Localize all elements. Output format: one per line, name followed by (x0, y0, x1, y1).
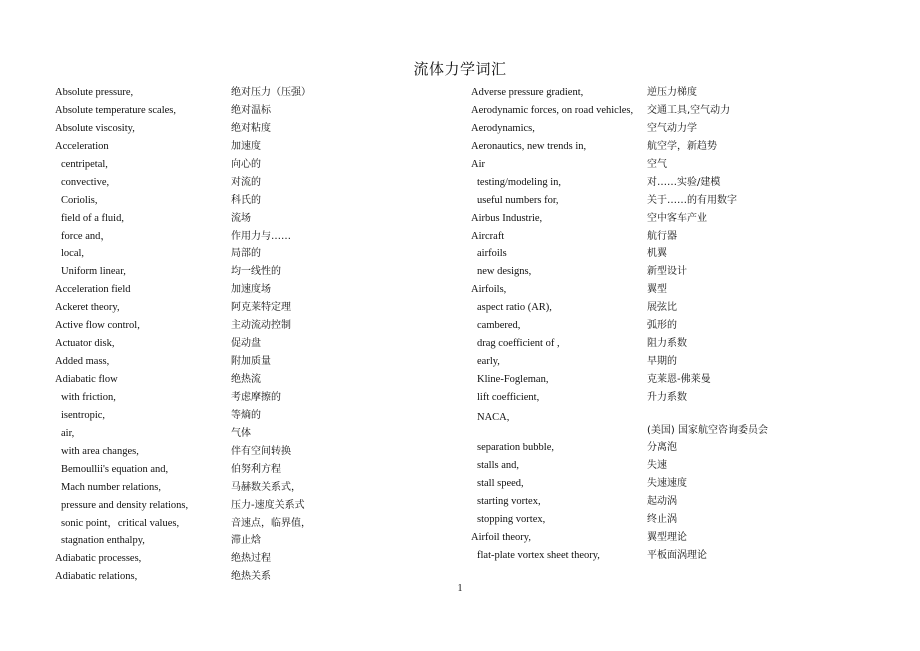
chinese-translation: 作用力与…… (231, 230, 291, 242)
chinese-translation: 绝对压力（压强） (231, 87, 311, 98)
chinese-translation: 空中客车产业 (647, 212, 707, 224)
english-term: pressure and density relations, (61, 499, 189, 511)
chinese-translation: 终止涡 (647, 513, 677, 525)
chinese-translation: (美国) 国家航空咨询委员会 (647, 424, 768, 436)
english-term: early, (477, 356, 500, 368)
chinese-translation: 滞止焓 (231, 535, 261, 547)
chinese-translation: 失速速度 (647, 477, 687, 489)
chinese-translation: 翼型理论 (647, 531, 687, 543)
english-term: Active flow control, (55, 320, 140, 332)
english-term: field of a fluid, (61, 212, 124, 224)
english-term: Absolute temperature scales, (55, 104, 176, 116)
chinese-translation: 克莱恩-佛莱曼 (647, 374, 711, 385)
chinese-translation: 关于……的有用数字 (647, 194, 737, 206)
chinese-translation: 局部的 (231, 248, 261, 260)
english-term: Coriolis, (61, 194, 98, 206)
chinese-translation: 空气 (647, 158, 667, 170)
english-term: drag coefficient of , (477, 338, 560, 350)
english-term: lift coefficient, (477, 391, 540, 403)
chinese-translation: 升力系数 (647, 391, 687, 403)
english-term: stalls and, (477, 459, 519, 471)
english-term: Actuator disk, (55, 338, 115, 350)
chinese-translation: 逆压力梯度 (647, 87, 697, 98)
english-term: convective, (61, 176, 110, 188)
chinese-translation: 失速 (647, 459, 667, 471)
page-title: 流体力学词汇 (413, 60, 507, 78)
english-term: Air (471, 158, 485, 170)
english-term: isentropic, (61, 409, 106, 421)
english-term: Aeronautics, new trends in, (471, 140, 587, 152)
english-term: cambered, (477, 320, 521, 332)
english-term: Kline-Fogleman, (477, 374, 549, 385)
english-term: force and， (61, 230, 111, 242)
english-term: Airbus Industrie, (471, 212, 543, 224)
english-term: stall speed, (477, 477, 524, 489)
page-number: 1 (457, 583, 463, 594)
chinese-translation: 阻力系数 (647, 338, 687, 350)
chinese-translation: 绝对粘度 (231, 122, 271, 134)
chinese-translation: 展弦比 (647, 302, 677, 314)
english-term: Bemoullii's equation and, (61, 463, 169, 475)
chinese-translation: 流场 (231, 212, 251, 224)
chinese-translation: 翼型 (647, 284, 667, 296)
english-term: Aerodynamics, (471, 122, 535, 134)
chinese-translation: 分离泡 (647, 441, 677, 453)
english-term: Absolute pressure, (55, 87, 134, 98)
chinese-translation: 伯努利方程 (231, 463, 281, 475)
chinese-translation: 绝热过程 (231, 553, 271, 565)
english-term: stopping vortex, (477, 513, 546, 525)
english-term: sonic point，critical values, (61, 517, 180, 529)
chinese-translation: 早期的 (647, 356, 677, 368)
chinese-translation: 起动涡 (647, 495, 677, 507)
english-term: useful numbers for, (477, 194, 559, 206)
chinese-translation: 均一线性的 (231, 266, 281, 278)
chinese-translation: 航空学，新趋势 (647, 140, 717, 152)
english-term: aspect ratio (AR), (477, 302, 552, 314)
chinese-translation: 空气动力学 (647, 122, 697, 134)
english-term: separation bubble, (477, 441, 554, 453)
chinese-translation: 航行器 (647, 230, 677, 242)
chinese-translation: 绝热流 (231, 374, 261, 385)
chinese-translation: 新型设计 (647, 266, 687, 278)
chinese-translation: 机翼 (647, 248, 667, 260)
chinese-translation: 加速度 (231, 140, 261, 152)
chinese-translation: 附加质量 (231, 356, 271, 368)
english-term: Ackeret theory, (55, 302, 120, 314)
english-term: testing/modeling in, (477, 176, 561, 188)
english-term: starting vortex, (477, 495, 541, 507)
english-term: Adiabatic relations, (55, 571, 138, 583)
english-term: new designs, (477, 266, 532, 278)
chinese-translation: 阿克莱特定理 (231, 302, 291, 314)
chinese-translation: 主动流动控制 (231, 320, 291, 332)
chinese-translation: 音速点，临界值， (231, 517, 311, 529)
chinese-translation: 马赫数关系式， (231, 481, 301, 493)
chinese-translation: 对……实验/建模 (647, 176, 721, 188)
chinese-translation: 平板面涡理论 (647, 549, 707, 561)
chinese-translation: 气体 (231, 427, 251, 439)
chinese-translation: 弧形的 (647, 320, 677, 332)
chinese-translation: 交通工具,空气动力 (647, 104, 731, 116)
english-term: centripetal, (61, 158, 108, 170)
english-term: Uniform linear, (61, 266, 126, 278)
english-term: airfoils (477, 248, 507, 260)
english-term: Absolute viscosity, (55, 122, 135, 134)
english-term: Aerodynamic forces, on road vehicles, (471, 104, 634, 116)
chinese-translation: 加速度场 (231, 284, 271, 296)
english-term: NACA, (477, 411, 510, 423)
chinese-translation: 绝热关系 (231, 571, 271, 583)
chinese-translation: 向心的 (231, 158, 261, 170)
english-term: Adverse pressure gradient, (471, 87, 584, 98)
chinese-translation: 对流的 (231, 176, 261, 188)
english-term: air, (61, 427, 75, 439)
english-term: with area changes, (61, 445, 139, 457)
english-term: Acceleration (55, 140, 109, 152)
english-term: flat-plate vortex sheet theory, (477, 549, 600, 561)
english-term: Airfoils, (471, 284, 507, 296)
chinese-translation: 等熵的 (231, 409, 261, 421)
english-term: Added mass, (55, 356, 110, 368)
chinese-translation: 压力-速度关系式 (231, 499, 305, 511)
english-term: local, (61, 248, 85, 260)
english-term: Acceleration field (55, 284, 131, 296)
english-term: with friction, (61, 391, 116, 403)
english-term: Aircraft (471, 230, 505, 242)
english-term: stagnation enthalpy, (61, 535, 145, 547)
english-term: Adiabatic flow (55, 374, 118, 385)
chinese-translation: 伴有空间转换 (231, 445, 291, 457)
chinese-translation: 绝对温标 (231, 104, 271, 116)
english-term: Adiabatic processes, (55, 553, 142, 565)
chinese-translation: 促动盘 (231, 338, 261, 350)
chinese-translation: 考虑摩擦的 (231, 391, 281, 403)
english-term: Airfoil theory, (471, 531, 531, 543)
chinese-translation: 科氏的 (231, 194, 261, 206)
english-term: Mach number relations, (61, 481, 162, 493)
